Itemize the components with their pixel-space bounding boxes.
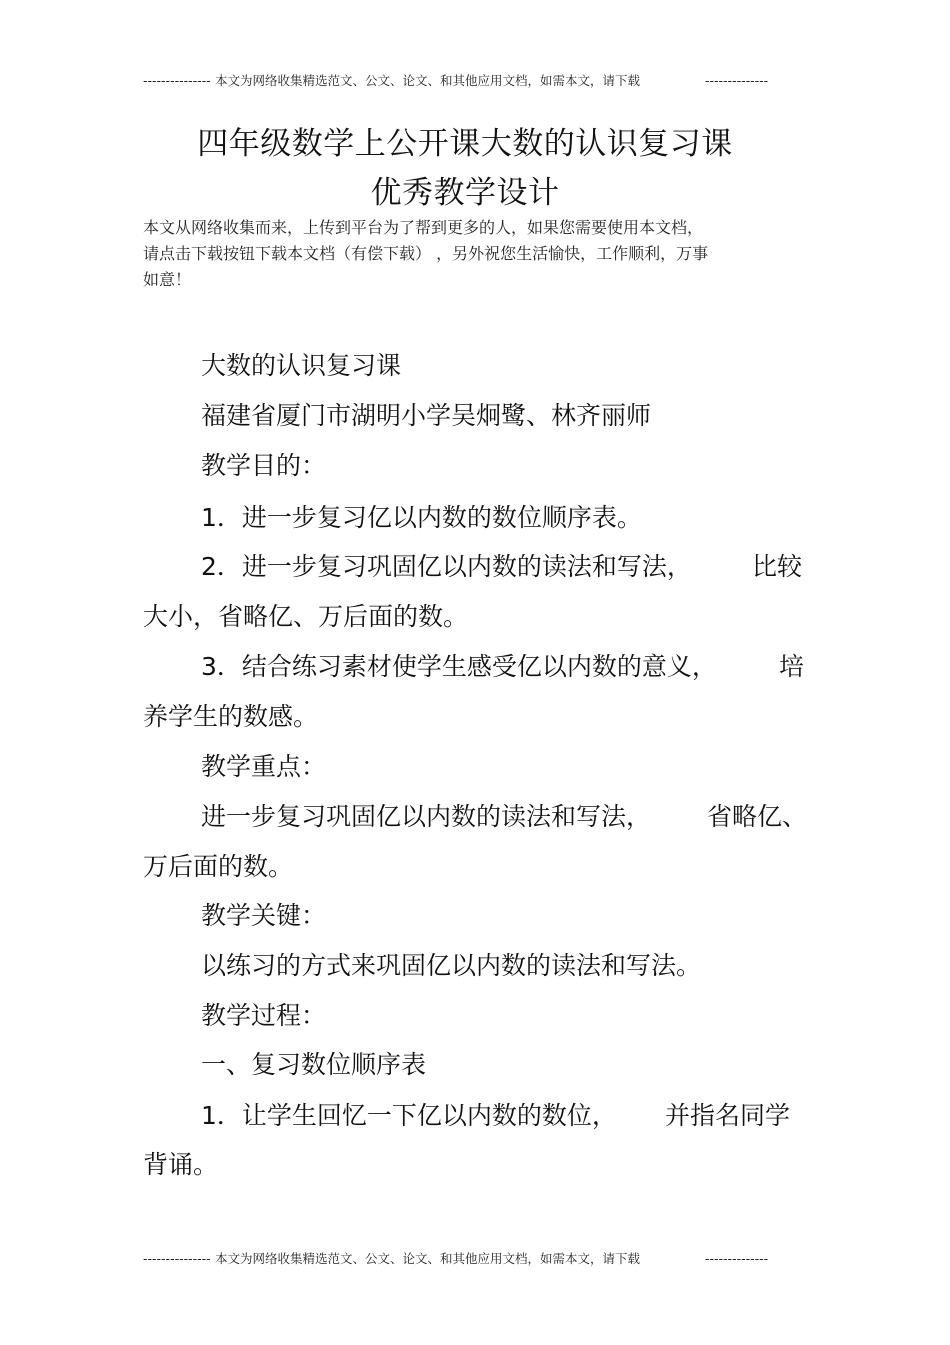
goal-2-part-a: 2．进一步复习巩固亿以内数的读法和写法， — [201, 552, 692, 581]
lesson-title: 大数的认识复习课 — [201, 351, 402, 380]
key-text: 以练习的方式来巩固亿以内数的读法和写法。 — [201, 951, 702, 980]
section-1-heading: 一、复习数位顺序表 — [201, 1050, 427, 1079]
intro-line-1: 本文从网络收集而来，上传到平台为了帮到更多的人，如果您需要使用本文档， — [143, 218, 704, 237]
goals-heading: 教学目的： — [201, 451, 327, 480]
step-1-part-c: 背诵。 — [143, 1150, 219, 1179]
goal-3-part-c: 养学生的数感。 — [143, 702, 319, 731]
header-text: 本文为网络收集精选范文、公文、论文、和其他应用文档，如需本文，请下载 — [215, 73, 641, 88]
footer-dashes-left: --------------- — [143, 1251, 211, 1266]
document-title-line-2: 优秀教学设计 — [370, 175, 560, 211]
goal-2-part-b: 比较 — [752, 552, 803, 581]
goal-3-part-a: 3．结合练习素材使学生感受亿以内数的意义， — [201, 652, 717, 681]
header-dashes-left: --------------- — [143, 73, 211, 88]
step-1-part-b: 并指名同学 — [665, 1101, 791, 1130]
key-heading: 教学关键： — [201, 901, 327, 930]
focus-part-b: 省略亿、 — [707, 802, 808, 831]
document-title-line-1: 四年级数学上公开课大数的认识复习课 — [197, 126, 733, 162]
focus-part-c: 万后面的数。 — [143, 852, 294, 881]
goal-1: 1．进一步复习亿以内数的数位顺序表。 — [201, 503, 642, 532]
footer-dashes-right: -------------- — [705, 1251, 769, 1266]
intro-line-3: 如意！ — [143, 270, 192, 289]
focus-heading: 教学重点： — [201, 752, 327, 781]
author-line: 福建省厦门市湖明小学吴炯鹭、林齐丽师 — [201, 401, 652, 430]
footer-text: 本文为网络收集精选范文、公文、论文、和其他应用文档，如需本文，请下载 — [215, 1251, 641, 1266]
goal-2-part-c: 大小，省略亿、万后面的数。 — [143, 602, 469, 631]
step-1-part-a: 1．让学生回忆一下亿以内数的数位， — [201, 1101, 617, 1130]
intro-line-2: 请点击下载按钮下载本文档（有偿下载） ，另外祝您生活愉快，工作顺利，万事 — [143, 244, 709, 263]
goal-3-part-b: 培 — [779, 652, 805, 681]
focus-part-a: 进一步复习巩固亿以内数的读法和写法， — [201, 802, 652, 831]
process-heading: 教学过程： — [201, 1001, 327, 1030]
header-dashes-right: -------------- — [705, 73, 769, 88]
